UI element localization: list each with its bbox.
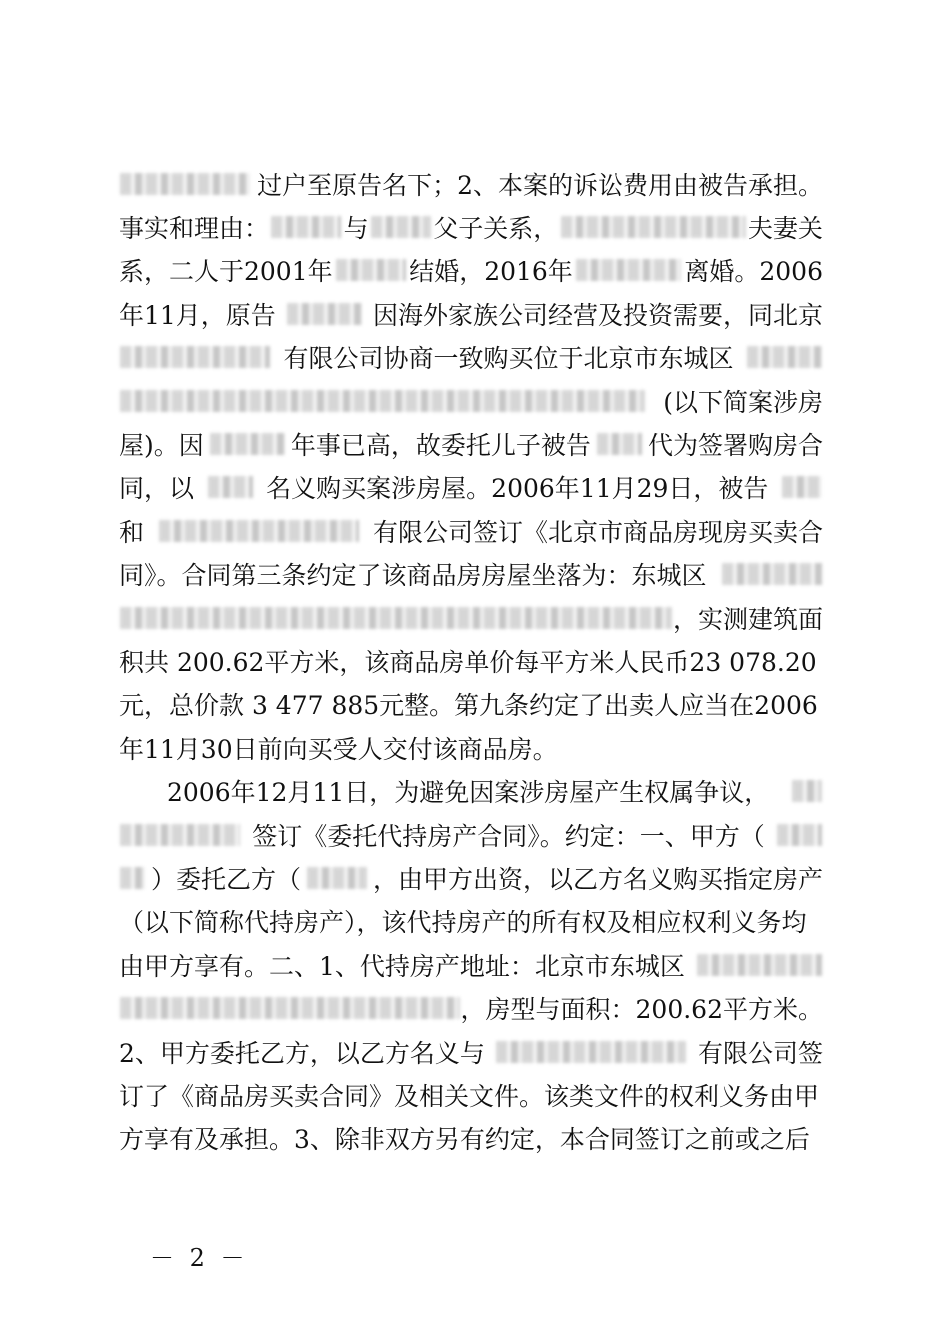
text-segment: 由甲方享有。二、1、代持房产地址：北京市东城区	[119, 951, 685, 981]
redacted-text	[208, 476, 253, 498]
redacted-text	[120, 867, 145, 889]
text-line	[119, 422, 823, 465]
text-segment: 与	[343, 214, 369, 244]
text-line	[119, 292, 823, 335]
redacted-text	[120, 390, 645, 412]
redacted-text	[120, 607, 672, 629]
redacted-text	[336, 259, 406, 281]
redacted-text	[120, 997, 460, 1019]
text-segment: 积共 200.62平方米，该商品房单价每平方米人民币23 078.20	[119, 647, 817, 677]
text-segment: 2006年12月11日，为避免因案涉房屋产生权属争议，	[167, 778, 770, 808]
text-line	[119, 683, 823, 726]
redacted-text	[597, 433, 642, 455]
text-line	[119, 205, 823, 248]
text-segment: （以下简称代持房产），该代持房产的所有权及相应权利义务均	[119, 908, 807, 938]
text-line	[119, 639, 823, 682]
redacted-text	[722, 563, 822, 585]
text-line	[119, 726, 823, 769]
redacted-text	[210, 433, 285, 455]
redacted-text	[747, 346, 822, 368]
text-line	[119, 249, 823, 292]
text-line	[119, 509, 823, 552]
text-segment: 和	[119, 517, 145, 547]
text-segment: 离婚。2006	[684, 257, 823, 287]
text-segment: (以下简案涉房	[663, 387, 823, 417]
text-segment: 系，二人于2001年	[119, 257, 333, 287]
text-line	[119, 856, 823, 899]
text-segment: 屋)。因	[119, 431, 204, 461]
text-segment: 同，以	[119, 474, 195, 504]
text-line	[119, 466, 823, 509]
text-line	[119, 596, 823, 639]
text-line	[119, 769, 823, 812]
text-line	[119, 553, 823, 596]
text-segment: 方享有及承担。3、除非双方另有约定，本合同签订之前或之后	[119, 1125, 810, 1155]
redacted-text	[371, 216, 431, 238]
redacted-text	[496, 1041, 686, 1063]
text-line	[119, 1030, 823, 1073]
text-segment: 有限公司签	[697, 1038, 823, 1068]
document-body	[119, 162, 823, 1160]
redacted-text	[307, 867, 367, 889]
text-segment: 订了《商品房买卖合同》及相关文件。该类文件的权利义务由甲	[119, 1081, 820, 1111]
text-segment: 父子关系，	[433, 214, 559, 244]
text-line	[119, 379, 823, 422]
text-segment: 夫妻关	[747, 214, 823, 244]
text-line	[119, 162, 823, 205]
redacted-text	[120, 173, 250, 195]
text-line	[119, 336, 823, 379]
text-line	[119, 1073, 823, 1116]
page-number: － 2 －	[150, 1244, 249, 1272]
text-segment: 年11月，原告	[119, 300, 276, 330]
text-segment: 元，总价款 3 477 885元整。第九条约定了出卖人应当在2006	[119, 691, 818, 721]
text-segment: 过户至原告名下；2、本案的诉讼费用由被告承担。	[257, 170, 823, 200]
text-segment: 签订《委托代持房产合同》。约定：一、甲方（	[252, 821, 765, 851]
redacted-text	[576, 259, 681, 281]
text-segment: ，实测建筑面	[672, 604, 823, 634]
text-segment: 事实和理由：	[119, 214, 270, 244]
text-segment: ）委托乙方（	[150, 864, 301, 894]
text-segment: 同》。合同第三条约定了该商品房房屋坐落为：东城区	[119, 561, 707, 591]
text-segment: ，由甲方出资，以乙方名义购买指定房产	[372, 864, 823, 894]
text-line	[119, 1117, 823, 1160]
text-segment: 年事已高，故委托儿子被告	[290, 431, 591, 461]
text-segment: 因海外家族公司经营及投资需要，同北京	[372, 300, 823, 330]
text-segment: 结婚，2016年	[409, 257, 573, 287]
text-segment: 2、甲方委托乙方，以乙方名义与	[119, 1038, 485, 1068]
text-segment: 年11月30日前向买受人交付该商品房。	[119, 734, 558, 764]
redacted-text	[697, 954, 822, 976]
redacted-text	[287, 303, 362, 325]
text-segment: 名义购买案涉房屋。2006年11月29日，被告	[266, 474, 769, 504]
redacted-text	[561, 216, 746, 238]
text-line	[119, 943, 823, 986]
redacted-text	[782, 476, 822, 498]
text-line	[119, 986, 823, 1029]
text-segment: ，房型与面积：200.62平方米。	[460, 995, 823, 1025]
text-segment: 有限公司签订《北京市商品房现房买卖合	[372, 517, 823, 547]
redacted-text	[271, 216, 341, 238]
text-segment: 有限公司协商一致购买位于北京市东城区	[283, 344, 734, 374]
redacted-text	[159, 520, 359, 542]
redacted-text	[792, 780, 822, 802]
text-line	[119, 900, 823, 943]
text-line	[119, 813, 823, 856]
text-segment: 代为签署购房合	[647, 431, 823, 461]
redacted-text	[120, 346, 270, 368]
redacted-text	[120, 824, 240, 846]
redacted-text	[777, 824, 822, 846]
